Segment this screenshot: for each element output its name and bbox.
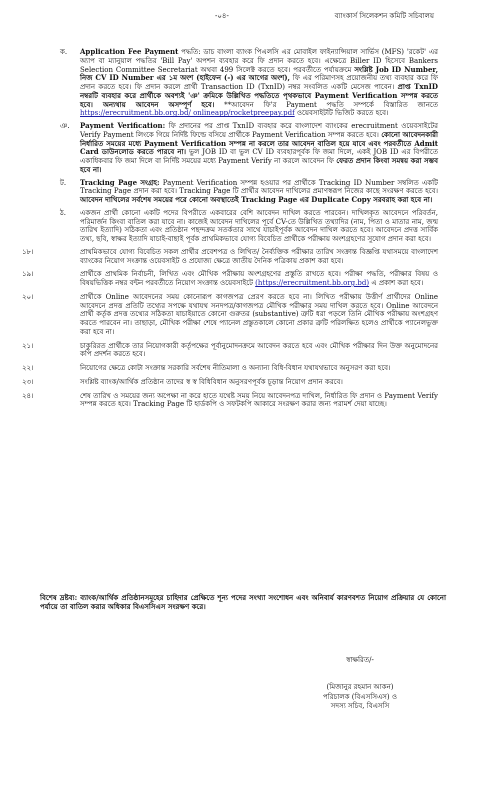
item-body: সংশ্লিষ্ট ব্যাংক/আর্থিক প্রতিষ্ঠান তাদের স্ব স্ব বিধিবিধান অনুসরণপূর্বক চূড়ান্ত নিয়োগ প্রদান করবে। bbox=[80, 377, 343, 386]
payment-verification-body: ফি প্রদানের পর প্রাপ্ত TxnID ব্যবহার করে বাংলাদেশ ব্যাংকের erecruitment ওয়েবসাইটের Verify Payment লিংকে গিয়ে নির্দিষ্ট ফিল্ডে বসিয়ে প্রার্থীকে Payment Verification সম্পন্ন করতে হবে। bbox=[80, 122, 438, 139]
tracking-page-bold: আবেদন দাখিলের সর্বশেষ সময়ের পরে কোনো অবস্থাতেই Tracking Page এর Duplicate Copy সরবরাহ করা হবে না। bbox=[80, 195, 433, 204]
fee-payment-body: ফি এর পরিমাণসহ প্রয়োজনীয় তথ্য ব্যবহার করে ফি প্রদান করতে হবে। ফি প্রদান করলে প্রার্থী Transaction ID (TxnID) নম্বর সংবলিত একটি মেসেজ পাবেন। bbox=[80, 74, 439, 91]
header-org-title: ব্যাংকার্স সিলেকশন কমিটি সচিবালয় bbox=[334, 12, 434, 20]
fee-payment-body: পদ্ধতি: ডাচ বাংলা ব্যাংক পিএলসি এর মোবাইল ফাইন্যান্সিয়াল সার্ভিস (MFS) 'রকেট' এর অ্যাপ বা ম্যানুয়াল পদ্ধতির 'Bill Pay' অপশন ব্যবহার করে ফি প্রদান করতে হবে। এক্ষেত্রে Biller ID হিসেবে Bankers Selection Committee Secretariat অথবা 499 সিলেক্ট করতে হবে। পরবর্তীতে পর্যায়ক্রমে bbox=[80, 48, 438, 74]
single-application-body: একজন প্রার্থী কোনো একটি পদের বিপরীতে একবারের বেশি আবেদন দাখিল করতে পারবেন। দাখিলকৃত আবেদনে পরিবর্তন, পরিমার্জন কিংবা বাতিল করা যাবে না। কাজেই আবেদন দাখিলের পূর্বে CV-তে উল্লিখিত তথ্যাদির (নাম, পিতা ও মাতার নাম, জন্ম তারিখ ইত্যাদি) সঠিকতা এবং প্রতিষ্ঠান পছন্দক্রম সতর্কতার সাথে যাচাইপূর্বক আবেদন দাখিল করতে হবে। আবেদনে প্রদত্ত সার্বিক তথ্য, ছবি, স্বাক্ষর ইত্যাদি যাচাই-বাছাই পূর্বক প্রাথমিকভাবে যোগ্য বিবেচিত প্রার্থীকে পরীক্ষায় অংশগ্রহণের সুযোগ প্রদান করা হবে। bbox=[80, 208, 438, 243]
fee-payment-title: Application Fee Payment bbox=[80, 47, 179, 56]
item-body: প্রাথমিকভাবে যোগ্য বিবেচিত সকল প্রার্থীর প্রবেশপত্র ও লিখিত/ নৈর্ব্যক্তিক পরীক্ষার তারিখ সংক্রান্ত বিজ্ঞপ্তি যথাসময়ে বাংলাদেশ ব্যাংকের নিয়োগ সংক্রান্ত ওয়েবসাইট ও প্রযোজ্য ক্ষেত্রে জাতীয় দৈনিক পত্রিকায় প্রকাশ করা হবে। bbox=[80, 247, 438, 265]
payment-verification-bold: কোনো আবেদনকারী নির্ধারিত সময়ের মধ্যে Payment Verification সম্পন্ন না করলে তার আবেদন বাতিল হয়ে যাবে এবং পরবর্তীতে Admit Card ডাউনলোড করতে পারবে না। bbox=[80, 129, 438, 157]
tracking-page-body: Payment Verification সম্পন্ন হওয়ার পর প্রার্থীকে Tracking ID Number সম্বলিত একটি Tracking Page প্রদান করা হবে। Tracking Page টি প্রার্থীর আবেদন দাখিলের প্রমাণস্বরূপ নিজের কাছে সংরক্ষণ করতে হবে। bbox=[80, 178, 438, 196]
fee-payment-bold: সংশ্লিষ্ট Job ID Number, নিজ CV ID Number এর ১ম অংশ (হাইফেন (-) এর আগের অংশ), bbox=[80, 64, 439, 83]
page-number: -০৪- bbox=[215, 12, 229, 20]
item-number: ২৪। bbox=[22, 391, 34, 400]
payment-verification-section bbox=[60, 121, 438, 175]
item-marker: ঞ. bbox=[60, 122, 70, 130]
item-number: ১৯। bbox=[22, 270, 34, 279]
item-body: প্রার্থীকে Online আবেদনের সময় কোনোরূপ কাগজপত্র প্রেরণ করতে হবে না। লিখিত পরীক্ষায় উত্তীর্ণ প্রার্থীদের Online আবেদনে প্রদত্ত প্রতিটি তথ্যের সপক্ষে যথাযথ সনদপত্র/কাগজপত্র মৌখিক পরীক্ষার সময় দাখিল করতে হবে। Online আবেদনে প্রার্থী কর্তৃক প্রদত্ত তথ্যের সঠিকতা যাচাইয়াতে কোনো গুরুতর (substantive) ত্রুটি ধরা পড়লে তিনি মৌখিক পরীক্ষায় অংশগ্রহণ করতে পারবেন না। তাছাড়া, মৌখিক পরীক্ষা শেষে প্যানেল প্রস্তুতকালে কোনো প্রকার ত্রুটি পরিলক্ষিত হলেও প্রার্থীকে প্যানেলভুক্ত করা হবে না। bbox=[80, 292, 438, 336]
item-body: শেষ তারিখ ও সময়ের জন্য অপেক্ষা না করে হাতে যথেষ্ট সময় নিয়ে আবেদনপত্র দাখিল, নির্ধারিত ফি প্রদান ও Payment Verify সম্পন্ন করতে হবে। Tracking Page টি হার্ডকপি ও সফটকপি আকারে সংরক্ষণ করার জন্য পরামর্শ দেয়া যাচ্ছে। bbox=[80, 391, 438, 409]
numbered-item-23 bbox=[22, 377, 438, 387]
item-body: এ প্রকাশ করা হবে। bbox=[371, 279, 424, 287]
numbered-item-18 bbox=[22, 247, 438, 266]
fee-payment-section bbox=[60, 47, 439, 118]
item-number: ২২। bbox=[22, 364, 34, 372]
signed-mark: স্বাক্ষরিত/- bbox=[346, 656, 374, 664]
numbered-item-22 bbox=[22, 364, 438, 373]
signature-block bbox=[300, 656, 420, 712]
numbered-item-19 bbox=[22, 270, 438, 288]
page-header bbox=[0, 12, 486, 26]
rocket-payment-link[interactable]: https://erecruitment.bb.org.bd/ onlineapp/rocketpreepay.pdf bbox=[80, 109, 295, 118]
erecruitment-link[interactable]: (https://erecruitment.bb.org.bd) bbox=[255, 279, 370, 287]
fee-payment-note: ওয়েবসাইটটি ভিজিট করতে হবে। bbox=[296, 109, 389, 118]
payment-verification-title: Payment Verification: bbox=[80, 121, 166, 130]
item-marker: ঠ. bbox=[60, 208, 66, 217]
item-body: চাকুরিরত প্রার্থীকে তার নিয়োগকারী কর্তৃপক্ষের পূর্বানুমোদনক্রমে আবেদন করতে হবে এবং মৌখিক পরীক্ষার দিন উক্ত অনুমোদনের কপি প্রদর্শন করতে হবে। bbox=[80, 341, 438, 359]
item-body: নিয়োগের ক্ষেত্রে কোটা সংক্রান্ত সরকারি সর্বশেষ নীতিমালা ও অন্যান্য বিধি-বিধান যথাযথভাবে অনুসরণ করা হবে। bbox=[80, 364, 391, 372]
signatory-name: (মিজানুর রহমান আকন) bbox=[326, 683, 394, 692]
signatory-title: পরিচালক (বিএসসিএস) ও bbox=[322, 692, 397, 701]
numbered-item-24 bbox=[22, 391, 438, 410]
item-number: ২০। bbox=[22, 292, 34, 301]
special-notice: বিশেষ দ্রষ্টব্য: ব্যাংক/আর্থিক প্রতিষ্ঠানসমূহের চাহিদার প্রেক্ষিতে শূন্য পদের সংখ্যা সংশোধন এবং অনিবার্য কারণবশত নিয়োগ প্রক্রিয়ার যে কোনো পর্যায়ে তা বাতিল করার অধিকার বিএসসিএস সংরক্ষণ করে। bbox=[40, 593, 446, 611]
item-number: ২৩। bbox=[22, 377, 34, 386]
item-marker: ট. bbox=[60, 178, 67, 187]
payment-verification-bold: ফেরত প্রদান কিংবা সমন্বয় করা সম্ভব হবে না। bbox=[80, 156, 438, 174]
tracking-page-section bbox=[60, 177, 438, 205]
item-number: ১৮। bbox=[22, 247, 34, 256]
main-content bbox=[22, 47, 439, 414]
fee-payment-bold: প্রাপ্ত TxnID নম্বরটি ব্যবহার করে প্রার্থীকে অবশ্যই 'ঞ' ক্রমিকে উল্লিখিত পদ্ধতিতে পৃথকভাবে Payment Verification সম্পন্ন করতে হবে। অন্যথায় আবেদন অসম্পূর্ণ হবে। bbox=[80, 82, 438, 109]
numbered-item-20 bbox=[22, 292, 438, 337]
signatory-title: সদস্য সচিব, বিএসসি bbox=[330, 702, 390, 711]
item-marker: ক. bbox=[60, 48, 68, 56]
item-number: ২১। bbox=[22, 341, 34, 350]
item-body: প্রার্থীকে প্রাথমিক নির্বাচনী, লিখিত এবং মৌখিক পরীক্ষায় অংশগ্রহণের প্রস্তুতি রাখতে হবে। পরীক্ষা পদ্ধতি, পরীক্ষার বিষয় ও বিষয়ভিত্তিক নম্বর বন্টন পরবর্তীতে নিয়োগ সংক্রান্ত ওয়েবসাইটে bbox=[80, 270, 438, 287]
payment-verification-body: ভুল JOB ID বা ভুল CV ID ব্যবহারপূর্বক ফি জমা দিলে, একই JOB ID এর বিপরীতে একাধিকবার ফি জমা দিলে বা নির্দিষ্ট সময়ের মধ্যে Payment Verify না করলে আবেদন ফি bbox=[80, 148, 438, 165]
fee-payment-note: **আবেদন ফি'র Payment পদ্ধতি সম্পর্কে বিস্তারিত জানতে bbox=[224, 100, 438, 109]
single-application-section bbox=[60, 208, 438, 244]
tracking-page-title: Tracking Page সংগ্রহ: bbox=[80, 177, 160, 187]
numbered-item-21 bbox=[22, 341, 438, 360]
